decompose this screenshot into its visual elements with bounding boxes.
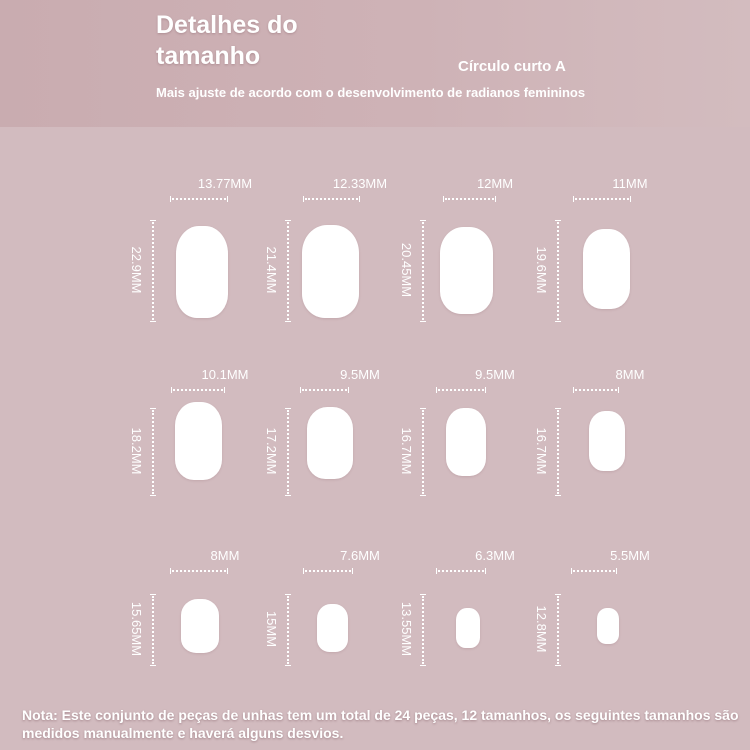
width-label: 7.6MM xyxy=(340,548,380,563)
nail-tip-shape xyxy=(302,225,359,318)
height-dimension-line xyxy=(420,220,426,322)
height-dimension-line xyxy=(285,594,291,666)
height-dimension-line xyxy=(420,408,426,496)
nail-size-cell xyxy=(534,367,705,517)
height-label: 15.65MM xyxy=(129,601,144,657)
width-label: 6.3MM xyxy=(475,548,515,563)
width-dimension-line xyxy=(170,568,228,574)
height-label: 20.45MM xyxy=(399,242,414,298)
height-label: 15MM xyxy=(264,610,279,648)
width-dimension-line xyxy=(303,568,353,574)
nail-tip-shape xyxy=(583,229,630,309)
height-label: 18.2MM xyxy=(129,427,144,475)
nail-tip-shape xyxy=(589,411,625,471)
height-dimension-line xyxy=(150,408,156,496)
height-label: 21.4MM xyxy=(264,246,279,294)
height-label: 22.9MM xyxy=(129,246,144,294)
width-dimension-line xyxy=(443,196,496,202)
nail-tip-shape xyxy=(317,604,348,652)
width-label: 8MM xyxy=(210,548,240,563)
height-dimension-line xyxy=(420,594,426,666)
height-dimension-line xyxy=(285,408,291,496)
nail-tip-shape xyxy=(175,402,222,480)
height-label: 17.2MM xyxy=(264,427,279,475)
width-label: 11MM xyxy=(612,176,648,191)
width-dimension-line xyxy=(170,196,228,202)
subtitle: Mais ajuste de acordo com o desenvolvimento de radianos femininos xyxy=(156,85,586,100)
height-label: 16.7MM xyxy=(534,427,549,475)
nail-tip-shape xyxy=(176,226,228,318)
width-label: 5.5MM xyxy=(610,548,650,563)
nail-tip-shape xyxy=(597,608,619,644)
width-label: 13.77MM xyxy=(197,176,253,191)
height-dimension-line xyxy=(555,594,561,666)
height-dimension-line xyxy=(150,594,156,666)
height-label: 12.8MM xyxy=(534,605,549,653)
width-label: 12MM xyxy=(476,176,514,191)
note-text: Nota: Este conjunto de peças de unhas tem um total de 24 peças, 12 tamanhos, os seguintes tamanhos são medidos manualmente e haverá alguns desvios. xyxy=(22,707,739,741)
width-label: 9.5MM xyxy=(340,367,380,382)
width-dimension-line xyxy=(303,196,360,202)
width-dimension-line xyxy=(300,387,349,393)
height-dimension-line xyxy=(555,408,561,496)
width-dimension-line xyxy=(436,568,486,574)
nail-tip-shape xyxy=(440,227,493,314)
nail-tip-shape xyxy=(307,407,353,479)
width-label: 12.33MM xyxy=(332,176,388,191)
nail-tip-shape xyxy=(181,599,219,653)
nail-size-cell xyxy=(534,176,705,326)
nail-tip-shape xyxy=(456,608,480,648)
width-dimension-line xyxy=(436,387,486,393)
page-title: Detalhes do tamanho xyxy=(156,11,298,70)
nail-size-cell xyxy=(534,548,705,698)
height-label: 16.7MM xyxy=(399,427,414,475)
width-label: 10.1MM xyxy=(201,367,249,382)
nail-tip-shape xyxy=(446,408,486,476)
style-name: Círculo curto A xyxy=(458,58,566,75)
height-dimension-line xyxy=(150,220,156,322)
width-dimension-line xyxy=(171,387,225,393)
width-dimension-line xyxy=(573,387,619,393)
height-label: 13.55MM xyxy=(399,601,414,657)
width-dimension-line xyxy=(571,568,617,574)
height-dimension-line xyxy=(285,220,291,322)
width-dimension-line xyxy=(573,196,631,202)
width-label: 9.5MM xyxy=(475,367,515,382)
width-label: 8MM xyxy=(615,367,645,382)
height-label: 19.6MM xyxy=(534,246,549,294)
height-dimension-line xyxy=(555,220,561,322)
